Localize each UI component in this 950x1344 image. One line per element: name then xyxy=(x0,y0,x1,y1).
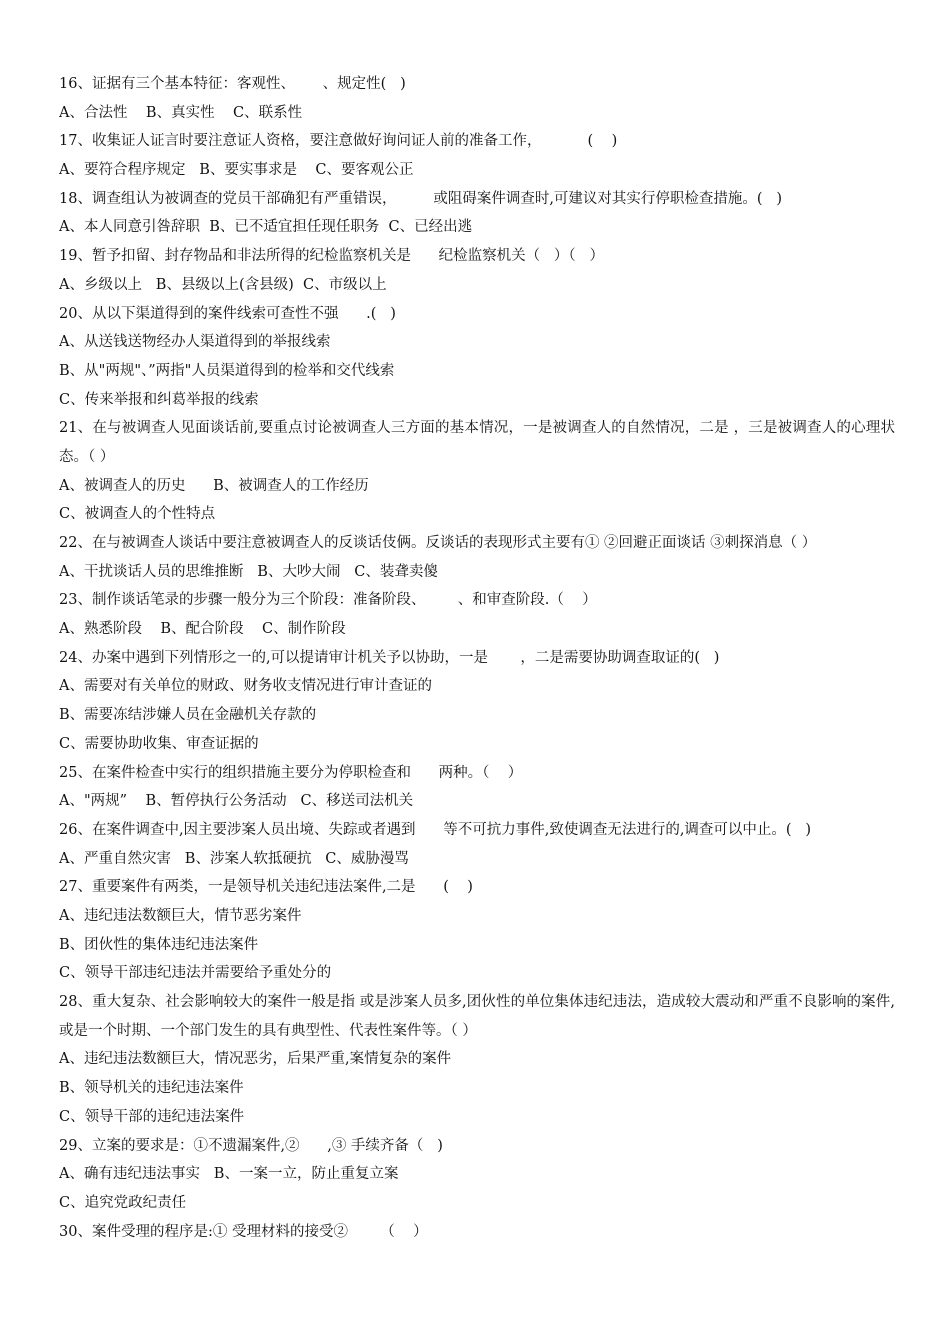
document-page xyxy=(59,70,895,1246)
question-21: 21、在与被调查人见面谈话前,要重点讨论被调查人三方面的基本情况，一是被调查人的自然情况，二是 ，三是被调查人的心理状态。（ ） xyxy=(59,420,895,465)
options-26: A、严重自然灾害 B、涉案人软抵硬抗 C、威胁漫骂 xyxy=(59,850,409,867)
option-28-c: C、领导干部的违纪违法案件 xyxy=(59,1108,245,1125)
option-27-a: A、违纪违法数额巨大，情节恶劣案件 xyxy=(59,907,302,924)
option-27-c: C、领导干部违纪违法并需要给予重处分的 xyxy=(59,965,332,982)
question-24: 24、办案中遇到下列情形之一的,可以提请审计机关予以协助，一是 ，二是需要协助调查取证的( ) xyxy=(59,649,720,666)
option-21-c: C、被调查人的个性特点 xyxy=(59,506,216,523)
options-29-ab: A、确有违纪违法事实 B、一案一立，防止重复立案 xyxy=(59,1166,399,1183)
option-24-b: B、需要冻结涉嫌人员在金融机关存款的 xyxy=(59,707,317,724)
option-28-a: A、违纪违法数额巨大，情况恶劣，后果严重,案情复杂的案件 xyxy=(59,1051,452,1068)
question-16: 16、证据有三个基本特征：客观性、 、规定性( ) xyxy=(59,76,406,92)
options-21-ab: A、被调查人的历史 B、被调查人的工作经历 xyxy=(59,477,369,494)
question-28: 28、重大复杂、社会影响较大的案件一般是指 或是涉案人员多,团伙性的单位集体违纪违法，造成较大震动和严重不良影响的案件,或是一个时期、一个部门发生的具有典型性、代表性案件等。（ ） xyxy=(59,994,895,1039)
option-20-c: C、传来举报和纠葛举报的线索 xyxy=(59,391,259,408)
option-24-c: C、需要协助收集、审查证据的 xyxy=(59,735,259,752)
option-20-a: A、从送钱送物经办人渠道得到的举报线索 xyxy=(59,334,331,351)
question-18: 18、调查组认为被调查的党员干部确犯有严重错误， 或阻碍案件调查时,可建议对其实行停职检查措施。( ) xyxy=(59,190,783,207)
question-27: 27、重要案件有两类，一是领导机关违纪违法案件,二是 ( ) xyxy=(59,879,473,896)
options-18: A、本人同意引咎辞职 B、已不适宜担任现任职务 C、已经出逃 xyxy=(59,219,473,236)
option-29-c: C、追究党政纪责任 xyxy=(59,1194,187,1211)
option-28-b: B、领导机关的违纪违法案件 xyxy=(59,1080,244,1097)
options-17: A、要符合程序规定 B、要实事求是 C、要客观公正 xyxy=(59,162,414,179)
question-26: 26、在案件调查中,因主要涉案人员出境、失踪或者遇到 等不可抗力事件,致使调查无法进行的,调查可以中止。( ) xyxy=(59,821,812,838)
question-20: 20、从以下渠道得到的案件线索可查性不强 .( ) xyxy=(59,305,396,322)
question-25: 25、在案件检查中实行的组织措施主要分为停职检查和 两种。（ ） xyxy=(59,764,523,781)
options-16: A、合法性 B、真实性 C、联系性 xyxy=(59,104,303,121)
options-23: A、熟悉阶段 B、配合阶段 C、制作阶段 xyxy=(59,621,346,638)
question-17: 17、收集证人证言时要注意证人资格，要注意做好询问证人前的准备工作， ( ) xyxy=(59,133,618,150)
question-19: 19、暂予扣留、封存物品和非法所得的纪检监察机关是 纪检监察机关（ ）（ ） xyxy=(59,248,605,265)
options-25: A、"两规” B、暂停执行公务活动 C、移送司法机关 xyxy=(59,793,414,810)
question-29: 29、立案的要求是：①不遗漏案件,② ,③ 手续齐备（ ) xyxy=(59,1137,443,1154)
option-27-b: B、团伙性的集体违纪违法案件 xyxy=(59,936,259,953)
question-30: 30、案件受理的程序是:① 受理材料的接受② （ ） xyxy=(59,1223,428,1240)
question-23: 23、制作谈话笔录的步骤一般分为三个阶段：准备阶段、 、和审查阶段.（ ） xyxy=(59,592,597,609)
option-20-b: B、从"两规"、”两指"人员渠道得到的检举和交代线索 xyxy=(59,362,395,379)
options-22: A、干扰谈话人员的思维推断 B、大吵大闹 C、装聋卖傻 xyxy=(59,563,438,580)
question-22: 22、在与被调查人谈话中要注意被调查人的反谈话伎俩。反谈话的表现形式主要有① ②回避正面谈话 ③刺探消息（ ） xyxy=(59,535,817,552)
option-24-a: A、需要对有关单位的财政、财务收支情况进行审计查证的 xyxy=(59,678,432,695)
options-19: A、乡级以上 B、县级以上(含县级) C、市级以上 xyxy=(59,276,387,293)
